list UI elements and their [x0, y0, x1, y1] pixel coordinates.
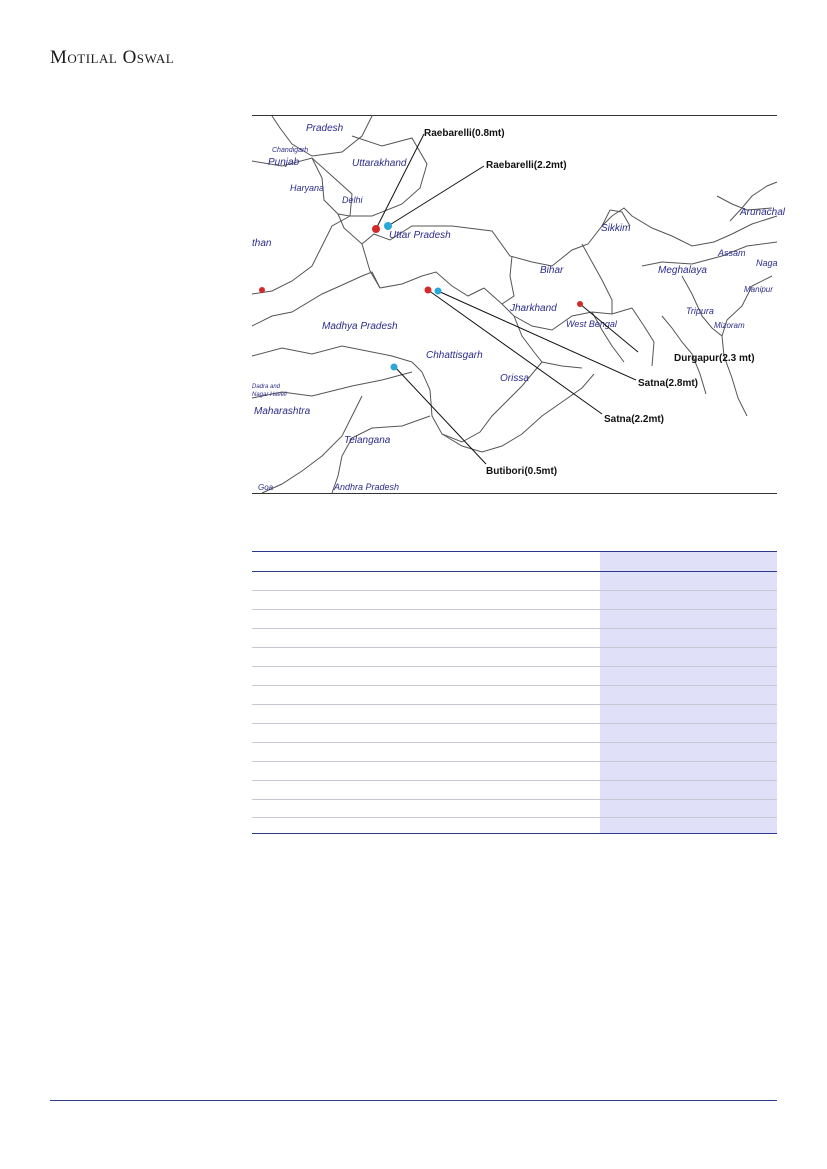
label-chandigarh: Chandigarh	[272, 147, 309, 154]
footer-rule	[50, 1100, 777, 1101]
label-mizoram: Mizoram	[714, 321, 745, 330]
label-butibori: Butibori(0.5mt)	[486, 466, 558, 477]
table-row	[252, 742, 777, 743]
label-bihar: Bihar	[540, 265, 564, 276]
plant-markers	[259, 222, 583, 371]
marker-west-red	[259, 287, 265, 293]
marker-satna-red	[425, 287, 432, 294]
label-andhra-pradesh: Andhra Pradesh	[334, 482, 400, 492]
brand-logo: Motilal Oswal	[50, 47, 175, 68]
label-chhattisgarh: Chhattisgarh	[426, 350, 483, 361]
label-satna-22: Satna(2.2mt)	[604, 414, 665, 425]
label-raebarelli-large: Raebarelli(2.2mt)	[486, 160, 567, 171]
label-jharkhand: Jharkhand	[510, 303, 557, 314]
label-madhya-pradesh: Madhya Pradesh	[322, 321, 398, 332]
label-nagar-haveli: Nagar Haveli	[252, 392, 287, 398]
label-raebarelli-small: Raebarelli(0.8mt)	[424, 128, 505, 139]
marker-satna-blue	[435, 288, 442, 295]
table-row	[252, 666, 777, 667]
label-sikkim: Sikkim	[601, 223, 631, 234]
table-bottom-rule	[252, 833, 777, 834]
label-delhi: Delhi	[342, 195, 363, 205]
table-top-rule	[252, 551, 777, 552]
label-uttar-pradesh: Uttar Pradesh	[389, 230, 451, 241]
marker-raebarelli-large	[384, 222, 392, 230]
table-row	[252, 723, 777, 724]
plant-location-map	[252, 115, 786, 494]
label-durgapur: Durgapur(2.3 mt)	[674, 353, 755, 364]
plant-labels	[424, 128, 755, 477]
marker-durgapur	[577, 301, 583, 307]
table-row	[252, 780, 777, 781]
label-west-bengal: West Bengal	[566, 319, 617, 329]
label-goa: Goa	[258, 483, 274, 492]
label-manipur: Manipur	[744, 285, 773, 294]
label-rajasthan: than	[252, 238, 272, 249]
marker-raebarelli-small	[372, 225, 380, 233]
label-telangana: Telangana	[344, 435, 391, 446]
leader-lines	[376, 134, 638, 464]
table-row	[252, 609, 777, 610]
highlight-column	[600, 551, 777, 834]
label-assam: Assam	[718, 248, 746, 258]
data-table	[252, 551, 777, 834]
region-labels	[252, 123, 786, 492]
table-row	[252, 799, 777, 800]
marker-butibori	[391, 364, 398, 371]
label-dadra: Dadra and	[252, 384, 281, 390]
table-row	[252, 685, 777, 686]
label-punjab: Punjab	[268, 157, 300, 168]
label-nagaland: Naga	[756, 258, 778, 268]
table-row	[252, 704, 777, 705]
table-row	[252, 817, 777, 818]
label-arunachal: Arunachal	[740, 207, 786, 218]
label-orissa: Orissa	[500, 373, 529, 384]
table-row	[252, 628, 777, 629]
label-himachal-pradesh: Pradesh	[306, 123, 344, 134]
label-satna-28: Satna(2.8mt)	[638, 378, 699, 389]
label-uttarakhand: Uttarakhand	[352, 158, 407, 169]
label-haryana: Haryana	[290, 183, 325, 193]
table-row	[252, 590, 777, 591]
table-header-rule	[252, 571, 777, 572]
label-tripura: Tripura	[686, 306, 714, 316]
label-maharashtra: Maharashtra	[254, 406, 311, 417]
label-meghalaya: Meghalaya	[658, 265, 707, 276]
table-row	[252, 647, 777, 648]
table-row	[252, 761, 777, 762]
